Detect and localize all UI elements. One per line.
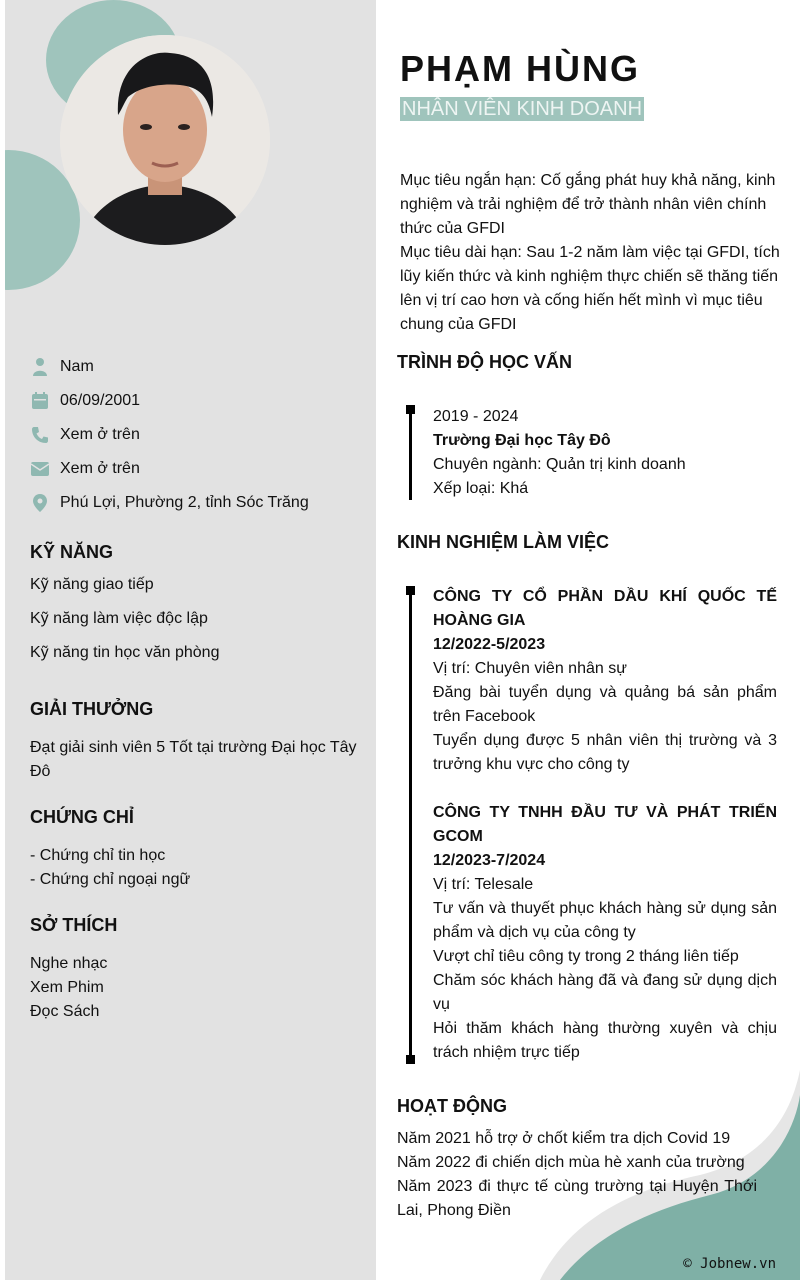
hobby-item: Xem Phim bbox=[30, 979, 104, 996]
skills-heading: KỸ NĂNG bbox=[30, 542, 114, 562]
certificate-item: - Chứng chỉ tin học bbox=[30, 847, 166, 864]
skill-item: Kỹ năng giao tiếp bbox=[30, 576, 154, 593]
experience-timeline bbox=[409, 586, 412, 1064]
footer-credit: © Jobnew.vn bbox=[683, 1256, 776, 1272]
candidate-name: PHẠM HÙNG bbox=[400, 48, 640, 89]
school-name: Trường Đại học Tây Đô bbox=[433, 432, 611, 449]
company-name: CÔNG TY TNHH ĐẦU TƯ VÀ PHÁT TRIỂN GCOM bbox=[433, 804, 777, 845]
job-detail: Hỏi thăm khách hàng thường xuyên và chịu trách nhiệm trực tiếp bbox=[433, 1020, 777, 1061]
gender-text: Nam bbox=[60, 358, 94, 375]
job-period: 12/2022-5/2023 bbox=[433, 636, 546, 653]
job-title: NHÂN VIÊN KINH DOANH bbox=[402, 98, 643, 120]
activity-item: Năm 2021 hỗ trợ ở chốt kiểm tra dịch Covid 19 bbox=[397, 1130, 731, 1147]
personal-info bbox=[30, 350, 309, 520]
timeline-marker bbox=[406, 405, 415, 414]
hobby-item: Nghe nhạc bbox=[30, 955, 108, 972]
profile-photo bbox=[60, 35, 270, 245]
activities-heading: HOẠT ĐỘNG bbox=[397, 1096, 507, 1116]
job-detail: Vị trí: Chuyên viên nhân sự bbox=[433, 660, 627, 677]
career-objective bbox=[400, 169, 796, 337]
job-period: 12/2023-7/2024 bbox=[433, 852, 546, 869]
job-entry bbox=[433, 801, 777, 1065]
skill-item: Kỹ năng tin học văn phòng bbox=[30, 644, 220, 661]
address-text: Phú Lợi, Phường 2, tỉnh Sóc Trăng bbox=[60, 494, 309, 511]
info-address bbox=[30, 486, 309, 520]
phone-icon bbox=[30, 425, 50, 445]
certificates-section bbox=[30, 807, 370, 892]
education-major: Chuyên ngành: Quản trị kinh doanh bbox=[433, 456, 686, 473]
sidebar bbox=[5, 0, 376, 1280]
job-detail: Đăng bài tuyển dụng và quảng bá sản phẩm trên Facebook bbox=[433, 684, 777, 725]
skill-item: Kỹ năng làm việc độc lập bbox=[30, 610, 208, 627]
education-heading: TRÌNH ĐỘ HỌC VẤN bbox=[397, 352, 572, 372]
hobbies-heading: SỞ THÍCH bbox=[30, 915, 118, 935]
info-email bbox=[30, 452, 309, 486]
info-phone bbox=[30, 418, 309, 452]
certificates-heading: CHỨNG CHỈ bbox=[30, 807, 134, 827]
awards-heading: GIẢI THƯỞNG bbox=[30, 699, 154, 719]
hobby-item: Đọc Sách bbox=[30, 1003, 100, 1020]
awards-section bbox=[30, 699, 370, 784]
dob-text: 06/09/2001 bbox=[60, 392, 141, 409]
timeline-marker bbox=[406, 586, 415, 595]
job-detail: Chăm sóc khách hàng đã và đang sử dụng dịch vụ bbox=[433, 972, 777, 1013]
job-detail: Tuyển dụng được 5 nhân viên thị trường và 3 trưởng khu vực cho công ty bbox=[433, 732, 777, 773]
objective-short-term: Mục tiêu ngắn hạn: Cố gắng phát huy khả năng, kinh nghiệm và trải nghiệm để trở thành nhân viên chính thức của GFDI bbox=[400, 172, 776, 237]
mail-icon bbox=[30, 459, 50, 479]
job-detail: Vượt chỉ tiêu công ty trong 2 tháng liên tiếp bbox=[433, 948, 739, 965]
calendar-icon bbox=[30, 391, 50, 411]
education-entry bbox=[433, 405, 777, 501]
experience-heading: KINH NGHIỆM LÀM VIỆC bbox=[397, 532, 610, 552]
hobbies-section bbox=[30, 915, 370, 1024]
timeline-marker bbox=[406, 1055, 415, 1064]
education-grade: Xếp loại: Khá bbox=[433, 480, 529, 497]
person-icon bbox=[30, 357, 50, 377]
award-text: Đạt giải sinh viên 5 Tốt tại trường Đại học Tây Đô bbox=[30, 739, 357, 780]
location-pin-icon bbox=[30, 493, 50, 513]
activities-list bbox=[397, 1127, 757, 1223]
info-dob bbox=[30, 384, 309, 418]
job-detail: Tư vấn và thuyết phục khách hàng sử dụng sản phẩm và dịch vụ của công ty bbox=[433, 900, 777, 941]
phone-text: Xem ở trên bbox=[60, 426, 140, 443]
skills-section bbox=[30, 542, 370, 677]
info-gender bbox=[30, 350, 309, 384]
job-entry bbox=[433, 585, 777, 777]
company-name: CÔNG TY CỔ PHẦN DẦU KHÍ QUỐC TẾ HOÀNG GIA bbox=[433, 588, 777, 629]
education-period: 2019 - 2024 bbox=[433, 408, 519, 425]
education-timeline bbox=[409, 405, 412, 500]
activity-item: Năm 2022 đi chiến dịch mùa hè xanh của trường bbox=[397, 1154, 745, 1171]
objective-long-term: Mục tiêu dài hạn: Sau 1-2 năm làm việc tại GFDI, tích lũy kiến thức và kinh nghiệm thực chiến sẽ thăng tiến lên vị trí cao hơn và cống hiến hết mình vì mục tiêu chung của GFDI bbox=[400, 244, 780, 333]
email-text: Xem ở trên bbox=[60, 460, 140, 477]
activity-item: Năm 2023 đi thực tế cùng trường tại Huyện Thới Lai, Phong Điền bbox=[397, 1178, 757, 1219]
certificate-item: - Chứng chỉ ngoại ngữ bbox=[30, 871, 191, 888]
job-detail: Vị trí: Telesale bbox=[433, 876, 534, 893]
